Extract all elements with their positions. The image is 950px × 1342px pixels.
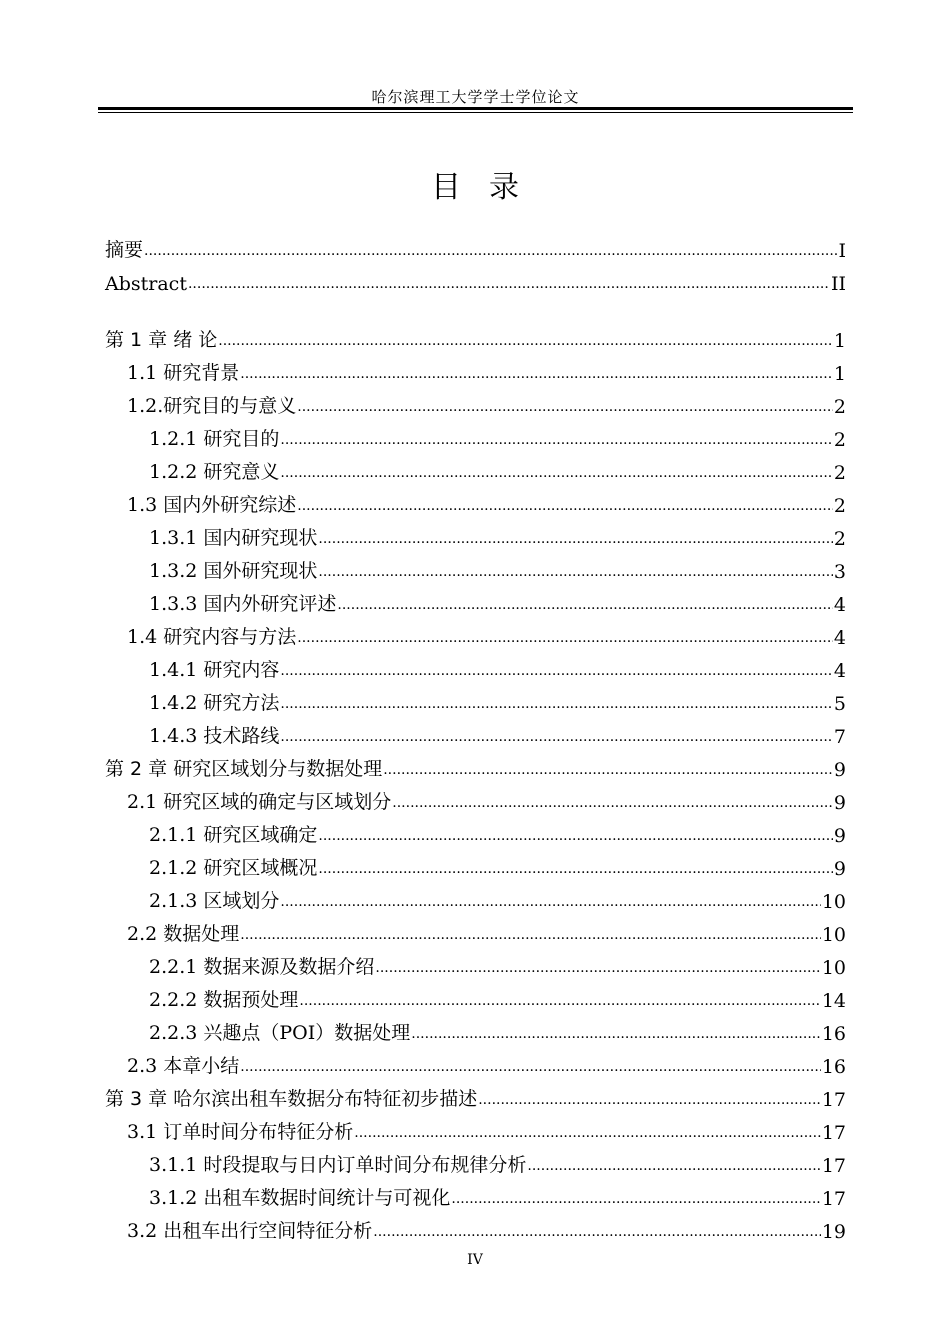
toc-leader-dots (297, 630, 833, 646)
toc-leader-dots (318, 861, 833, 877)
toc-entry-page: 14 (821, 990, 846, 1012)
toc-leader-dots (144, 243, 837, 259)
toc-entry-page: 17 (821, 1188, 846, 1210)
toc-leader-dots (280, 729, 833, 745)
toc-entry-page: 1 (833, 363, 846, 385)
toc-entry-page: 2 (833, 462, 846, 484)
toc-entry-page: 17 (821, 1122, 846, 1144)
toc-leader-dots (297, 399, 833, 415)
toc-entry[interactable] (105, 583, 846, 616)
toc-entry-page: 10 (821, 924, 846, 946)
toc-entry-page: 4 (833, 627, 846, 649)
toc-leader-dots (527, 1158, 820, 1174)
toc-entry-label: Abstract (105, 273, 187, 295)
toc-entry[interactable] (105, 1078, 846, 1111)
toc-leader-dots (373, 1224, 821, 1240)
toc-entry-label: 1.4.1 研究内容 (149, 659, 280, 681)
toc-entry-label: 1.4.3 技术路线 (149, 725, 280, 747)
toc-entry-page: 9 (833, 759, 846, 781)
toc-leader-dots (451, 1191, 820, 1207)
toc-entry[interactable] (105, 1045, 846, 1078)
toc-entry-label: 2.1.1 研究区域确定 (149, 824, 318, 846)
toc-entry[interactable] (105, 229, 846, 262)
toc-entry-label: 第 1 章 绪 论 (105, 329, 218, 351)
toc-entry-page: 10 (821, 957, 846, 979)
toc-entry[interactable] (105, 814, 846, 847)
toc-entry-label: 第 3 章 哈尔滨出租车数据分布特征初步描述 (105, 1088, 478, 1110)
toc-entry-page: 9 (833, 792, 846, 814)
toc-entry[interactable] (105, 1012, 846, 1045)
toc-entry-label: 1.2.2 研究意义 (149, 461, 280, 483)
toc-leader-dots (280, 894, 820, 910)
toc-entry-page: 19 (821, 1221, 846, 1243)
header-rule-thick (98, 107, 853, 110)
toc-entry-page: 2 (833, 495, 846, 517)
toc-leader-dots (280, 465, 833, 481)
toc-entry-label: 1.2.研究目的与意义 (127, 395, 297, 417)
toc-entry-page: 2 (833, 528, 846, 550)
toc-leader-dots (297, 498, 833, 514)
toc-entry[interactable] (105, 715, 846, 748)
toc-entry-label: 2.2.1 数据来源及数据介绍 (149, 956, 375, 978)
page-title: 目录 (431, 170, 547, 205)
toc-entry-page: 5 (833, 693, 846, 715)
toc-entry-page: 17 (821, 1155, 846, 1177)
toc-entry[interactable] (105, 352, 846, 385)
toc-leader-dots (188, 276, 830, 292)
toc-entry-page: 9 (833, 858, 846, 880)
toc-entry-page: 10 (821, 891, 846, 913)
toc-entry-page: 2 (833, 396, 846, 418)
toc-entry-label: 1.3.3 国内外研究评述 (149, 593, 337, 615)
toc-leader-dots (299, 993, 820, 1009)
toc-entry-label: 1.3.2 国外研究现状 (149, 560, 318, 582)
toc-entry-page: 17 (821, 1089, 846, 1111)
toc-entry[interactable] (105, 550, 846, 583)
header-rule-thin (98, 112, 853, 113)
toc-entry[interactable] (105, 1210, 846, 1243)
toc-leader-dots (478, 1092, 821, 1108)
toc-entry[interactable] (105, 484, 846, 517)
toc-entry-label: 1.2.1 研究目的 (149, 428, 280, 450)
toc-entry[interactable] (105, 1111, 846, 1144)
toc-leader-dots (318, 828, 833, 844)
toc-entry[interactable] (105, 262, 846, 295)
toc-entry[interactable] (105, 1144, 846, 1177)
toc-leader-dots (383, 762, 833, 778)
toc-entry-label: 2.2.2 数据预处理 (149, 989, 299, 1011)
toc-leader-dots (218, 333, 833, 349)
toc-entry-label: 2.2.3 兴趣点（POI）数据处理 (149, 1022, 411, 1044)
toc-entry-label: 1.3 国内外研究综述 (127, 494, 297, 516)
toc-entry-label: 摘要 (105, 239, 144, 261)
toc-entry-label: 3.1.2 出租车数据时间统计与可视化 (149, 1187, 451, 1209)
toc-entry-page: 16 (821, 1023, 846, 1045)
toc-entry-label: 1.4 研究内容与方法 (127, 626, 297, 648)
toc-leader-dots (411, 1026, 821, 1042)
toc-leader-dots (240, 366, 833, 382)
toc-entry[interactable] (105, 781, 846, 814)
toc-leader-dots (375, 960, 820, 976)
toc-entry[interactable] (105, 979, 846, 1012)
toc-entry-label: 2.1 研究区域的确定与区域划分 (127, 791, 392, 813)
toc-entry-page: II (830, 273, 846, 295)
toc-leader-dots (280, 696, 833, 712)
toc-entry-label: 2.2 数据处理 (127, 923, 240, 945)
toc-entry[interactable] (105, 1177, 846, 1210)
toc-leader-dots (240, 927, 821, 943)
toc-entry[interactable] (105, 418, 846, 451)
toc-entry[interactable] (105, 880, 846, 913)
page-number: IV (467, 1252, 483, 1268)
toc-leader-dots (318, 531, 833, 547)
toc-leader-dots (392, 795, 833, 811)
toc-entry-page: 4 (833, 660, 846, 682)
toc-entry[interactable] (105, 913, 846, 946)
toc-entry-label: 3.2 出租车出行空间特征分析 (127, 1220, 373, 1242)
toc-leader-dots (280, 663, 833, 679)
toc-entry-page: 7 (833, 726, 846, 748)
toc-entry-page: 2 (833, 429, 846, 451)
toc-entry[interactable] (105, 451, 846, 484)
toc-entry-label: 2.1.3 区域划分 (149, 890, 280, 912)
toc-leader-dots (240, 1059, 821, 1075)
toc-entry-page: 3 (833, 561, 846, 583)
toc-entry-label: 3.1.1 时段提取与日内订单时间分布规律分析 (149, 1154, 527, 1176)
toc-entry-label: 1.1 研究背景 (127, 362, 240, 384)
toc-leader-dots (280, 432, 833, 448)
toc-entry-page: 9 (833, 825, 846, 847)
running-header: 哈尔滨理工大学学士学位论文 (371, 88, 580, 106)
toc-entry[interactable] (105, 385, 846, 418)
toc-entry[interactable] (105, 847, 846, 880)
toc-entry-page: I (838, 240, 846, 262)
toc-entry-label: 1.3.1 国内研究现状 (149, 527, 318, 549)
toc-entry[interactable] (105, 748, 846, 781)
toc-entry-label: 1.4.2 研究方法 (149, 692, 280, 714)
toc-entry[interactable] (105, 946, 846, 979)
toc-entry-page: 4 (833, 594, 846, 616)
toc-entry[interactable] (105, 649, 846, 682)
toc-entry[interactable] (105, 517, 846, 550)
toc-entry-page: 1 (833, 330, 846, 352)
toc-entry-label: 3.1 订单时间分布特征分析 (127, 1121, 354, 1143)
toc-entry-label: 2.1.2 研究区域概况 (149, 857, 318, 879)
toc-leader-dots (337, 597, 833, 613)
toc-leader-dots (354, 1125, 821, 1141)
toc-entry-label: 第 2 章 研究区域划分与数据处理 (105, 758, 383, 780)
toc-leader-dots (318, 564, 833, 580)
toc-entry[interactable] (105, 616, 846, 649)
toc-entry-page: 16 (821, 1056, 846, 1078)
toc-entry-label: 2.3 本章小结 (127, 1055, 240, 1077)
toc-entry[interactable] (105, 319, 846, 352)
toc-entry[interactable] (105, 682, 846, 715)
